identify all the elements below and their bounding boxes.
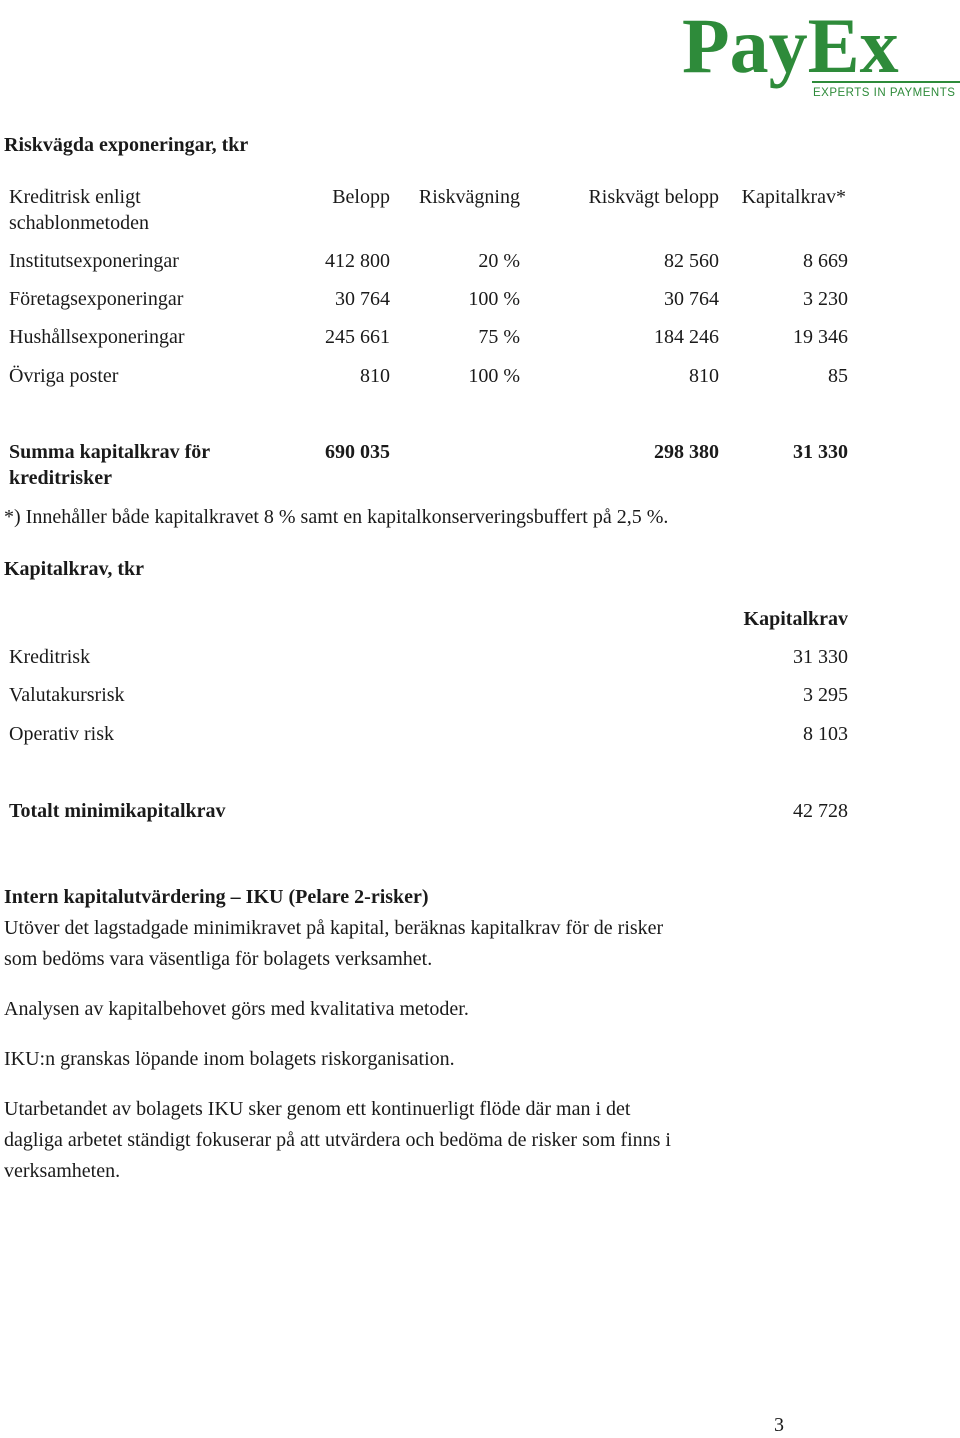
capital-req-title: Kapitalkrav, tkr (4, 558, 145, 580)
logo-tagline: EXPERTS IN PAYMENTS (813, 87, 956, 99)
iku-paragraph-1 (4, 913, 784, 975)
row-label: Företagsexponeringar (9, 288, 184, 310)
row-kapitalkrav: 3 230 (803, 288, 848, 310)
risk-weighted-title: Riskvägda exponeringar, tkr (4, 134, 249, 156)
row-belopp: 810 (360, 365, 390, 387)
capital-req-row-label: Operativ risk (9, 723, 114, 745)
header-riskvagt-belopp: Riskvägt belopp (588, 186, 719, 208)
row-riskvagning: 75 % (478, 326, 520, 348)
iku-p4-line1: Utarbetandet av bolagets IKU sker genom ett kontinuerligt flöde där man i det (4, 1098, 631, 1120)
header-belopp: Belopp (332, 186, 390, 208)
row-kapitalkrav: 19 346 (793, 326, 848, 348)
payex-logo (680, 4, 960, 100)
total-kapitalkrav: 31 330 (793, 441, 848, 463)
iku-title: Intern kapitalutvärdering – IKU (Pelare 2-risker) (4, 886, 429, 908)
row-riskvagning: 100 % (468, 288, 520, 310)
capital-req-total-label: Totalt minimikapitalkrav (9, 800, 226, 822)
row-riskvagt: 184 246 (654, 326, 719, 348)
header-riskvagning: Riskvägning (418, 186, 520, 208)
row-label: Övriga poster (9, 365, 119, 387)
total-riskvagt: 298 380 (654, 441, 719, 463)
capital-req-row-value: 3 295 (803, 684, 848, 706)
iku-p4-line3: verksamheten. (4, 1160, 121, 1182)
header-label-line2: schablonmetoden (9, 212, 149, 234)
iku-p1-line2: som bedöms vara väsentliga för bolagets verksamhet. (4, 948, 433, 970)
capital-req-row-value: 31 330 (793, 646, 848, 668)
row-riskvagning: 20 % (478, 250, 520, 272)
row-belopp: 412 800 (325, 250, 390, 272)
logo-brand-text: PayEx (682, 4, 899, 89)
iku-p4-line2: dagliga arbetet ständigt fokuserar på att utvärdera och bedöma de risker som finns i (4, 1129, 671, 1151)
footnote: *) Innehåller både kapitalkravet 8 % samt en kapitalkonserveringsbuffert på 2,5 %. (4, 506, 669, 528)
capital-req-column-header: Kapitalkrav (743, 608, 848, 630)
row-belopp: 245 661 (325, 326, 390, 348)
row-label: Hushållsexponeringar (9, 326, 185, 348)
capital-req-total-value: 42 728 (793, 800, 848, 822)
row-kapitalkrav: 85 (828, 365, 848, 387)
iku-paragraph-4 (4, 1094, 784, 1187)
row-belopp: 30 764 (335, 288, 390, 310)
row-riskvagt: 82 560 (664, 250, 719, 272)
capital-req-row-label: Valutakursrisk (9, 684, 125, 706)
total-label-line2: kreditrisker (9, 467, 112, 489)
row-riskvagning: 100 % (468, 365, 520, 387)
payex-logo-graphic (680, 4, 960, 100)
capital-req-row-label: Kreditrisk (9, 646, 91, 668)
header-kapitalkrav: Kapitalkrav* (741, 186, 846, 208)
row-label: Institutsexponeringar (9, 250, 179, 272)
row-kapitalkrav: 8 669 (803, 250, 848, 272)
total-label-line1: Summa kapitalkrav för (9, 441, 211, 463)
iku-paragraph-2: Analysen av kapitalbehovet görs med kvalitativa metoder. (4, 998, 469, 1020)
row-riskvagt: 810 (689, 365, 719, 387)
header-label-line1: Kreditrisk enligt (9, 186, 141, 208)
page-number: 3 (774, 1414, 784, 1436)
iku-paragraph-3: IKU:n granskas löpande inom bolagets riskorganisation. (4, 1048, 455, 1070)
row-riskvagt: 30 764 (664, 288, 719, 310)
iku-p1-line1: Utöver det lagstadgade minimikravet på kapital, beräknas kapitalkrav för de risker (4, 917, 664, 939)
total-belopp: 690 035 (325, 441, 390, 463)
capital-req-row-value: 8 103 (803, 723, 848, 745)
